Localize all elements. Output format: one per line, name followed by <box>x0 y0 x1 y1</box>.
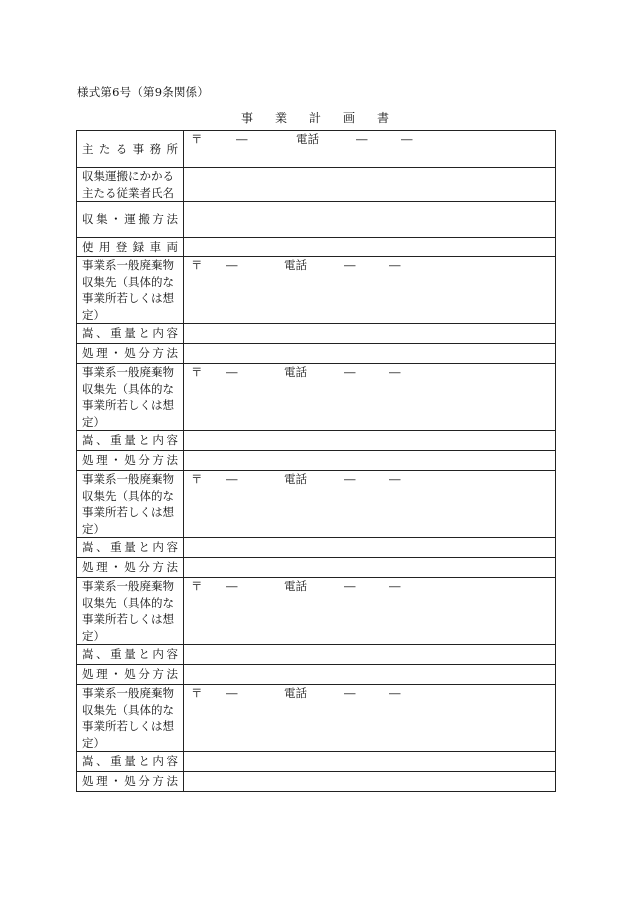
disposal-method-label: 処 理 ・ 処 分 方 法 <box>77 344 184 364</box>
form-reference: 様式第6号（第9条関係） <box>77 85 210 99</box>
collection-destination-label: 事業系一般廃棄物収集先（具体的な事業所若しくは想定） <box>77 685 184 752</box>
postal-dash: ― <box>226 258 238 272</box>
collection-destination-field[interactable] <box>184 364 556 431</box>
collection-row <box>77 685 556 752</box>
content-row <box>77 431 556 451</box>
disposal-row <box>77 558 556 578</box>
phone-label: 電話 <box>284 472 307 486</box>
method-field[interactable] <box>184 202 556 238</box>
disposal-method-label: 処 理 ・ 処 分 方 法 <box>77 558 184 578</box>
employee-name-label: 収集運搬にかかる主たる従業者氏名 <box>77 168 184 202</box>
address-phone-line <box>189 471 550 487</box>
content-label: 嵩 、 重 量 と 内 容 <box>77 431 184 451</box>
content-field[interactable] <box>184 431 556 451</box>
phone-label: 電話 <box>284 365 307 379</box>
disposal-method-field[interactable] <box>184 344 556 364</box>
main-office-row <box>77 131 556 168</box>
disposal-row <box>77 665 556 685</box>
postal-mark: 〒 <box>191 132 203 146</box>
postal-mark: 〒 <box>191 258 203 272</box>
employee-name-field[interactable] <box>184 168 556 202</box>
disposal-row <box>77 772 556 792</box>
address-phone-line <box>189 685 550 701</box>
content-label: 嵩 、 重 量 と 内 容 <box>77 645 184 665</box>
postal-dash: ― <box>226 365 238 379</box>
postal-dash: ― <box>226 686 238 700</box>
postal-mark: 〒 <box>191 365 203 379</box>
collection-destination-field[interactable] <box>184 578 556 645</box>
content-label: 嵩 、 重 量 と 内 容 <box>77 538 184 558</box>
phone-dash: ― <box>389 365 401 379</box>
address-phone-line <box>189 257 550 273</box>
postal-dash: ― <box>226 579 238 593</box>
vehicle-field[interactable] <box>184 238 556 257</box>
content-row <box>77 645 556 665</box>
collection-destination-field[interactable] <box>184 257 556 324</box>
method-row <box>77 202 556 238</box>
content-field[interactable] <box>184 538 556 558</box>
phone-dash: ― <box>356 132 368 146</box>
method-label: 収 集 ・ 運 搬 方 法 <box>77 202 184 238</box>
phone-dash: ― <box>389 472 401 486</box>
collection-destination-label: 事業系一般廃棄物収集先（具体的な事業所若しくは想定） <box>77 364 184 431</box>
content-label: 嵩 、 重 量 と 内 容 <box>77 752 184 772</box>
collection-destination-label: 事業系一般廃棄物収集先（具体的な事業所若しくは想定） <box>77 257 184 324</box>
collection-destination-label: 事業系一般廃棄物収集先（具体的な事業所若しくは想定） <box>77 471 184 538</box>
phone-dash: ― <box>344 365 356 379</box>
content-field[interactable] <box>184 324 556 344</box>
phone-dash: ― <box>344 686 356 700</box>
phone-label: 電話 <box>284 579 307 593</box>
postal-dash: ― <box>236 132 248 146</box>
collection-row <box>77 578 556 645</box>
content-row <box>77 538 556 558</box>
content-field[interactable] <box>184 752 556 772</box>
content-label: 嵩 、 重 量 と 内 容 <box>77 324 184 344</box>
employee-name-row <box>77 168 556 202</box>
disposal-method-field[interactable] <box>184 772 556 792</box>
disposal-method-label: 処 理 ・ 処 分 方 法 <box>77 451 184 471</box>
title-char: 業 <box>274 111 287 125</box>
postal-dash: ― <box>226 472 238 486</box>
address-phone-line <box>189 131 550 147</box>
disposal-method-label: 処 理 ・ 処 分 方 法 <box>77 772 184 792</box>
postal-mark: 〒 <box>191 579 203 593</box>
main-office-field[interactable] <box>184 131 556 168</box>
vehicle-row <box>77 238 556 257</box>
phone-dash: ― <box>344 472 356 486</box>
main-office-label: 主 た る 事 務 所 <box>77 131 184 168</box>
disposal-method-field[interactable] <box>184 558 556 578</box>
vehicle-label: 使 用 登 録 車 両 <box>77 238 184 257</box>
collection-destination-label: 事業系一般廃棄物収集先（具体的な事業所若しくは想定） <box>77 578 184 645</box>
disposal-method-field[interactable] <box>184 451 556 471</box>
disposal-method-field[interactable] <box>184 665 556 685</box>
phone-dash: ― <box>389 258 401 272</box>
content-row <box>77 752 556 772</box>
postal-mark: 〒 <box>191 686 203 700</box>
collection-row <box>77 471 556 538</box>
phone-dash: ― <box>389 686 401 700</box>
content-field[interactable] <box>184 645 556 665</box>
collection-row <box>77 364 556 431</box>
phone-dash: ― <box>344 579 356 593</box>
collection-destination-field[interactable] <box>184 471 556 538</box>
phone-dash: ― <box>389 579 401 593</box>
postal-mark: 〒 <box>191 472 203 486</box>
title-char: 書 <box>377 111 390 125</box>
phone-dash: ― <box>401 132 413 146</box>
title-char: 計 <box>308 111 321 125</box>
disposal-row <box>77 451 556 471</box>
document-title <box>0 109 630 126</box>
phone-label: 電話 <box>284 686 307 700</box>
address-phone-line <box>189 578 550 594</box>
collection-row <box>77 257 556 324</box>
phone-label: 電話 <box>296 132 319 146</box>
disposal-row <box>77 344 556 364</box>
business-plan-table <box>76 130 556 792</box>
phone-dash: ― <box>344 258 356 272</box>
title-char: 画 <box>343 111 356 125</box>
collection-destination-field[interactable] <box>184 685 556 752</box>
disposal-method-label: 処 理 ・ 処 分 方 法 <box>77 665 184 685</box>
title-char: 事 <box>240 111 253 125</box>
phone-label: 電話 <box>284 258 307 272</box>
content-row <box>77 324 556 344</box>
address-phone-line <box>189 364 550 380</box>
